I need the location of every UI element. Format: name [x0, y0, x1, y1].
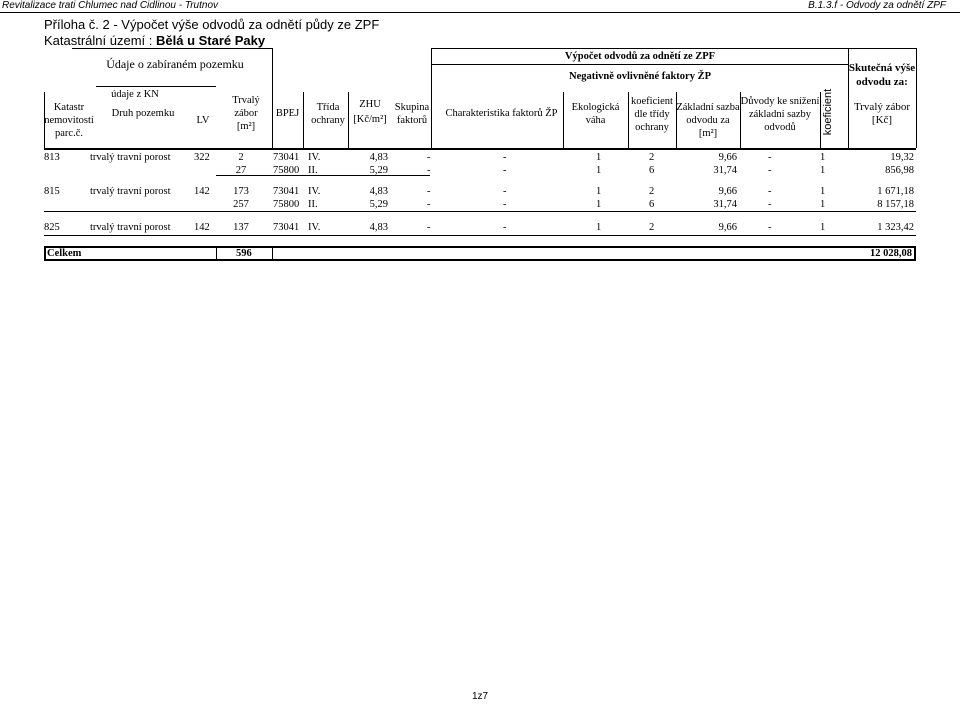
cell-skupina: -	[427, 165, 431, 176]
cadastral-area	[44, 33, 265, 48]
table-row	[44, 198, 916, 212]
cell-odvod: 1 671,18	[877, 186, 914, 197]
cell-duvody: -	[768, 165, 772, 176]
cell-char: -	[503, 152, 507, 163]
cell-zabor: 2	[238, 152, 244, 163]
header-skupina: Skupina faktorů	[394, 102, 430, 126]
header-zakladni: Základní sazba odvodu za [m²]	[676, 102, 740, 139]
cell-zabor: 173	[233, 186, 249, 197]
cell-sazba: 9,66	[718, 152, 737, 163]
cell-skupina: -	[427, 222, 431, 233]
cell-trida: IV.	[308, 222, 321, 233]
table-row	[44, 151, 916, 165]
cell-koeficient: 1	[820, 186, 826, 197]
cell-odvod: 19,32	[890, 152, 914, 163]
cell-char: -	[503, 222, 507, 233]
total-label: Celkem	[47, 248, 82, 259]
cell-bpej: 73041	[273, 222, 300, 233]
cell-koeficient: 1	[820, 222, 826, 233]
cell-duvody: -	[768, 199, 772, 210]
cell-zabor: 137	[233, 222, 249, 233]
header-skutecna-vyse: Skutečná výše odvodu za:	[848, 62, 916, 88]
cell-druh: trvalý travní porost	[90, 222, 171, 233]
cell-zabor: 27	[235, 165, 247, 176]
cell-bpej: 73041	[273, 186, 300, 197]
cell-koef: 6	[649, 199, 655, 210]
cell-lv: 142	[194, 186, 210, 197]
page-header	[0, 0, 960, 13]
cell-trida: II.	[308, 165, 318, 176]
header-document-code: B.1.3.f - Odvody za odnětí ZPF	[808, 0, 946, 11]
total-odvod: 12 028,08	[870, 248, 912, 259]
cadastral-area-name: Bělá u Staré Paky	[156, 33, 266, 48]
header-zhu: ZHU	[359, 99, 381, 110]
cadastral-area-label: Katastrální území :	[44, 33, 156, 48]
cell-sazba: 9,66	[718, 186, 737, 197]
header-vypocet-group: Výpočet odvodů za odnětí ze ZPF	[564, 51, 716, 62]
cell-eko: 1	[596, 199, 602, 210]
header-project-title: Revitalizace trati Chlumec nad Cidlinou - Trutnov	[2, 0, 219, 11]
cell-skupina: -	[427, 199, 431, 210]
header-trida: Třída ochrany	[311, 102, 345, 126]
cell-zhu: 5,29	[369, 165, 388, 176]
header-udaje-group: Údaje o zabíraném pozemku	[106, 57, 244, 71]
cell-trida: IV.	[308, 152, 321, 163]
cell-zhu: 5,29	[369, 199, 388, 210]
cell-koef: 2	[649, 186, 655, 197]
cell-bpej: 73041	[273, 152, 300, 163]
cell-sazba: 9,66	[718, 222, 737, 233]
cell-parc: 815	[44, 186, 60, 197]
cell-skupina: -	[427, 186, 431, 197]
cell-eko: 1	[596, 152, 602, 163]
cell-sazba: 31,74	[713, 165, 737, 176]
cell-odvod: 856,98	[885, 165, 914, 176]
cell-parc: 813	[44, 152, 60, 163]
header-zhu-unit: [Kč/m²]	[353, 114, 387, 125]
header-charakteristika: Charakteristika faktorů ŽP	[445, 108, 558, 119]
cell-trida: IV.	[308, 186, 321, 197]
header-trvaly-zabor: Trvalý zábor	[232, 95, 260, 119]
cell-duvody: -	[768, 222, 772, 233]
cell-sazba: 31,74	[713, 199, 737, 210]
header-lv: LV	[196, 115, 210, 126]
header-druh: Druh pozemku	[111, 108, 175, 119]
table-row	[44, 164, 916, 178]
cell-eko: 1	[596, 165, 602, 176]
cell-koef: 6	[649, 165, 655, 176]
cell-char: -	[503, 199, 507, 210]
header-negativne-group: Negativně ovlivněné faktory ŽP	[568, 71, 712, 82]
table-row	[44, 221, 916, 235]
header-duvody: Důvody ke snížení základní sazby odvodů	[740, 96, 820, 133]
cell-eko: 1	[596, 222, 602, 233]
cell-zhu: 4,83	[369, 152, 388, 163]
header-bpej: BPEJ	[275, 108, 300, 119]
cell-koef: 2	[649, 222, 655, 233]
cell-druh: trvalý travní porost	[90, 152, 171, 163]
cell-trida: II.	[308, 199, 318, 210]
header-udaje-kn: údaje z KN	[111, 89, 159, 100]
header-ekologicka: Ekologická váha	[571, 102, 620, 126]
cell-lv: 322	[194, 152, 210, 163]
cell-koeficient: 1	[820, 199, 826, 210]
cell-odvod: 1 323,42	[877, 222, 914, 233]
cell-duvody: -	[768, 152, 772, 163]
cell-koeficient: 1	[820, 165, 826, 176]
cell-koeficient: 1	[820, 152, 826, 163]
cell-druh: trvalý travní porost	[90, 186, 171, 197]
cell-duvody: -	[768, 186, 772, 197]
document-title: Příloha č. 2 - Výpočet výše odvodů za odnětí půdy ze ZPF	[44, 17, 380, 32]
cell-koef: 2	[649, 152, 655, 163]
total-zabor: 596	[236, 248, 252, 259]
cell-char: -	[503, 165, 507, 176]
cell-odvod: 8 157,18	[877, 199, 914, 210]
cell-eko: 1	[596, 186, 602, 197]
cell-zabor: 257	[233, 199, 249, 210]
cell-lv: 142	[194, 222, 210, 233]
cell-bpej: 75800	[273, 199, 300, 210]
header-trvaly-zabor-unit: [m²]	[236, 121, 256, 132]
cell-bpej: 75800	[273, 165, 300, 176]
cell-char: -	[503, 186, 507, 197]
header-katastr: Katastr nemovitostí parc.č.	[44, 102, 94, 139]
table-row	[44, 185, 916, 199]
cell-parc: 825	[44, 222, 60, 233]
cell-zhu: 4,83	[369, 186, 388, 197]
page-number: 1z7	[472, 691, 489, 702]
header-trvaly-zabor-kc: Trvalý zábor [Kč]	[853, 101, 911, 126]
header-koeficient: koeficient	[822, 88, 835, 136]
cell-skupina: -	[427, 152, 431, 163]
cell-zhu: 4,83	[369, 222, 388, 233]
header-koef-tridy: koeficient dle třídy ochrany	[631, 96, 673, 133]
